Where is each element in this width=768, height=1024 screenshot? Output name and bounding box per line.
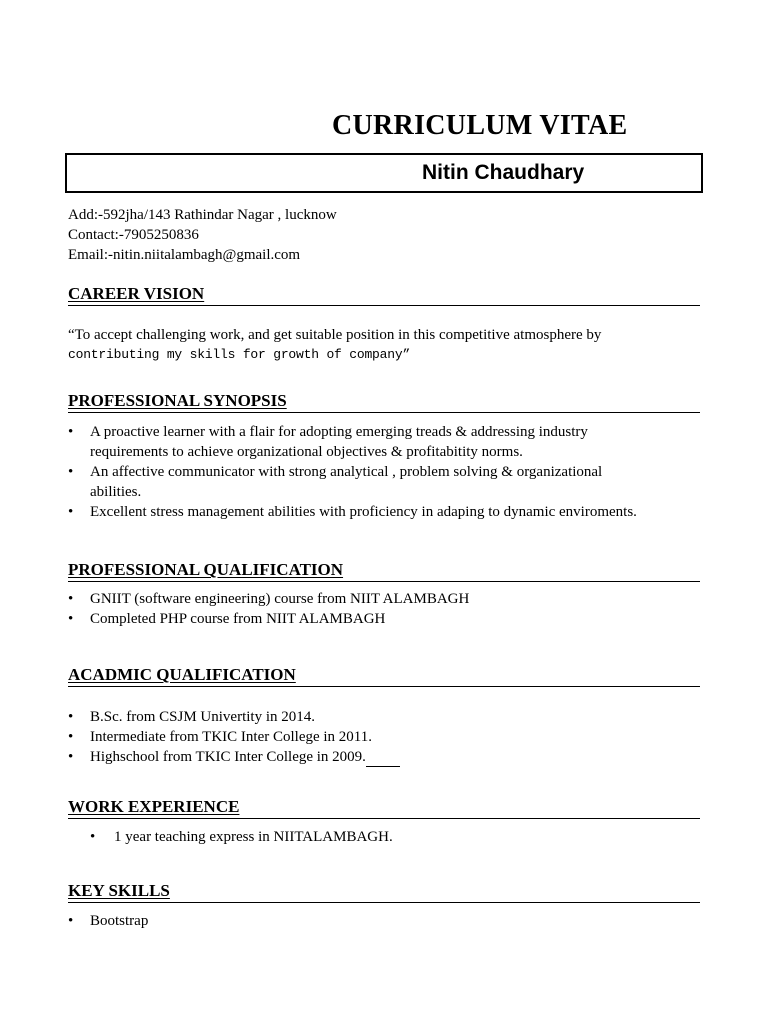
work-experience-heading (68, 797, 700, 819)
address-line: Add:-592jha/143 Rathindar Nagar , lucknow (68, 207, 337, 223)
work-experience-heading-text: WORK EXPERIENCE (68, 797, 240, 816)
professional-qualification-heading-text: PROFESSIONAL QUALIFICATION (68, 560, 344, 579)
list-item: • B.Sc. from CSJM Univertity in 2014. (68, 707, 700, 727)
career-vision-heading-text: CAREER VISION (68, 284, 205, 303)
phone-line: Contact:-7905250836 (68, 227, 199, 243)
contact-block (68, 205, 337, 265)
underline-blank (366, 752, 400, 767)
list-item (68, 747, 700, 767)
name-box (65, 153, 703, 193)
professional-synopsis-heading (68, 391, 700, 413)
list-item: • A proactive learner with a flair for adopting emerging treads & addressing industry requirements to achieve organizational objectives & profitabitity norms. (68, 422, 648, 462)
career-vision-text (68, 326, 698, 364)
professional-synopsis-list (68, 422, 648, 522)
list-item: • GNIIT (software engineering) course from NIIT ALAMBAGH (68, 589, 700, 609)
list-item: • An affective communicator with strong analytical , problem solving & organizational abilities. (68, 462, 648, 502)
key-skills-heading-text: KEY SKILLS (68, 881, 170, 900)
academic-qualification-heading-text: ACADMIC QUALIFICATION (68, 665, 296, 684)
email-line: Email:-nitin.niitalambagh@gmail.com (68, 247, 301, 263)
document-title: CURRICULUM VITAE (332, 110, 628, 141)
career-vision-line-2: contributing my skills for growth of company” (68, 347, 411, 362)
key-skills-list (68, 911, 700, 931)
list-item-text: Highschool from TKIC Inter College in 2009. (90, 749, 366, 765)
professional-synopsis-heading-text: PROFESSIONAL SYNOPSIS (68, 391, 287, 410)
key-skills-heading (68, 881, 700, 903)
work-experience-list (68, 827, 700, 847)
list-item: • Bootstrap (68, 911, 700, 931)
professional-qualification-heading (68, 560, 700, 582)
academic-qualification-list (68, 707, 700, 767)
candidate-name: Nitin Chaudhary (422, 161, 585, 184)
career-vision-line-1: “To accept challenging work, and get suitable position in this competitive atmosphere by (68, 327, 602, 343)
list-item: • Intermediate from TKIC Inter College in 2011. (68, 727, 700, 747)
list-item: • Excellent stress management abilities with proficiency in adaping to dynamic enviroments. (68, 502, 730, 522)
list-item: • Completed PHP course from NIIT ALAMBAGH (68, 609, 700, 629)
list-item: • 1 year teaching express in NIITALAMBAGH. (68, 827, 700, 847)
academic-qualification-heading (68, 665, 700, 687)
career-vision-heading (68, 284, 700, 306)
professional-qualification-list (68, 589, 700, 629)
